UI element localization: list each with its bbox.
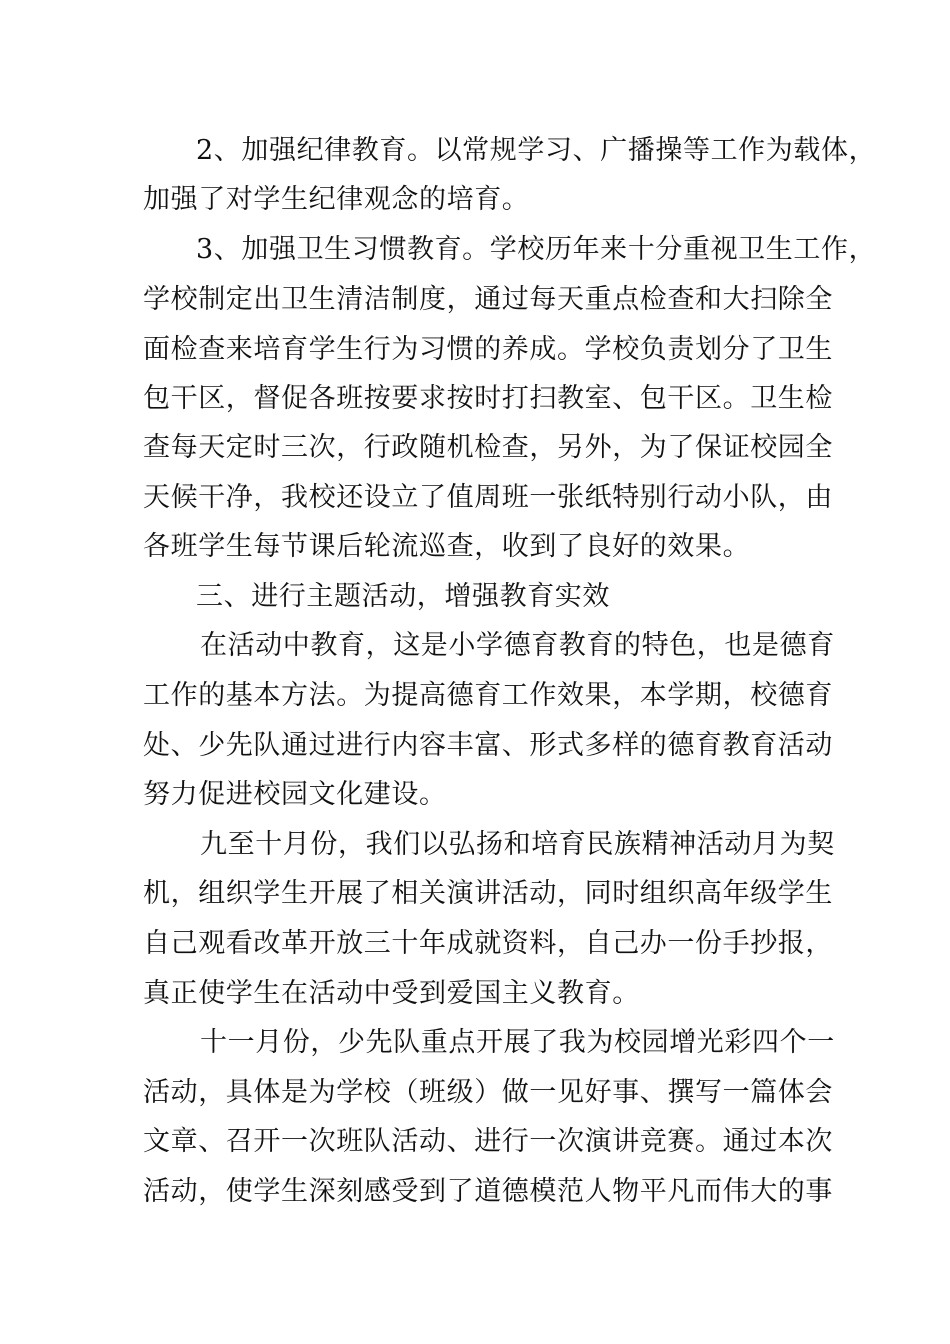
text-line: 包干区，督促各班按要求按时打扫教室、包干区。卫生检	[143, 383, 833, 414]
text-line: 处、少先队通过进行内容丰富、形式多样的德育教育活动	[143, 730, 833, 761]
text-line: 自己观看改革开放三十年成就资料，自己办一份手抄报，	[143, 928, 833, 959]
text-line: 各班学生每节课后轮流巡查，收到了良好的效果。	[143, 531, 751, 562]
text-line: 工作的基本方法。为提高德育工作效果，本学期，校德育	[143, 680, 833, 711]
text-line: 真正使学生在活动中受到爱国主义教育。	[143, 978, 640, 1009]
text-line: 2、加强纪律教育。以常规学习、广播操等工作为载体，	[196, 135, 877, 166]
text-line: 3、加强卫生习惯教育。学校历年来十分重视卫生工作，	[196, 234, 877, 265]
text-line: 九至十月份，我们以弘扬和培育民族精神活动月为契	[200, 829, 835, 860]
text-line: 在活动中教育，这是小学德育教育的特色，也是德育	[200, 630, 835, 661]
text-line: 活动，具体是为学校（班级）做一见好事、撰写一篇体会	[143, 1077, 833, 1108]
text-line: 查每天定时三次，行政随机检查，另外，为了保证校园全	[143, 432, 833, 463]
text-line: 天候干净，我校还设立了值周班一张纸特别行动小队，由	[143, 482, 833, 513]
section-heading: 三、进行主题活动，增强教育实效	[196, 581, 610, 612]
text-line: 学校制定出卫生清洁制度，通过每天重点检查和大扫除全	[143, 284, 833, 315]
text-line: 面检查来培育学生行为习惯的养成。学校负责划分了卫生	[143, 334, 833, 365]
text-line: 活动，使学生深刻感受到了道德模范人物平凡而伟大的事	[143, 1176, 833, 1207]
text-line: 文章、召开一次班队活动、进行一次演讲竞赛。通过本次	[143, 1126, 833, 1157]
text-line: 十一月份，少先队重点开展了我为校园增光彩四个一	[200, 1027, 835, 1058]
text-line: 机，组织学生开展了相关演讲活动，同时组织高年级学生	[143, 878, 833, 909]
text-line: 努力促进校园文化建设。	[143, 779, 447, 810]
text-line: 加强了对学生纪律观念的培育。	[143, 184, 530, 215]
